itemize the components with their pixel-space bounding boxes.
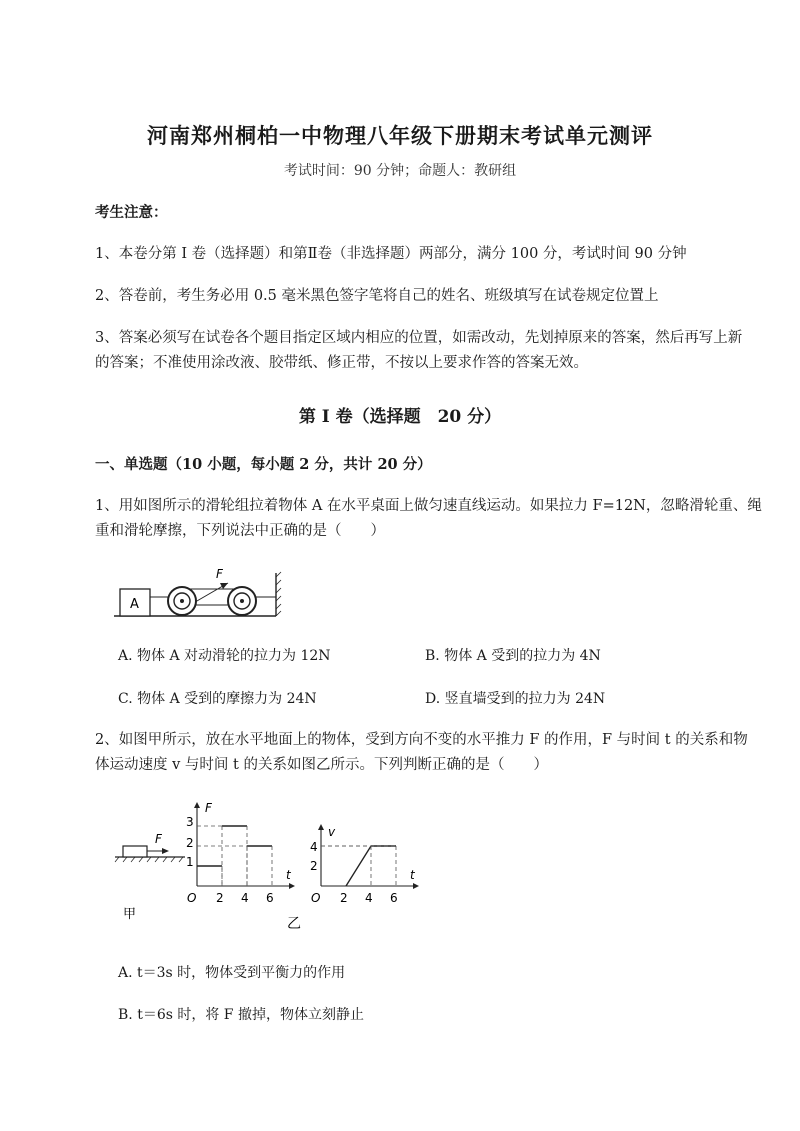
q1-stem-line-2: 重和滑轮摩擦，下列说法中正确的是（ ）: [95, 523, 385, 539]
t-tick-label: 2: [340, 891, 348, 905]
notice-item-2: 2、答卷前，考生务必用 0.5 毫米黑色签字笔将自己的姓名、班级填写在试卷规定位置上: [95, 288, 659, 304]
arrow-head-icon: [162, 848, 169, 854]
notice-item-1: 1、本卷分第 I 卷（选择题）和第Ⅱ卷（非选择题）两部分，满分 100 分，考试时间 90 分钟: [95, 246, 687, 262]
f-tick-label: 2: [186, 836, 194, 850]
label-yi: 乙: [287, 916, 301, 932]
label-jia: 甲: [123, 907, 137, 922]
push-force-label: F: [155, 832, 162, 846]
t-tick-label: 2: [216, 891, 224, 905]
t-tick-label: 6: [266, 891, 274, 905]
q2-option-a[interactable]: A. t＝3s 时，物体受到平衡力的作用: [118, 965, 346, 981]
page-title: 河南郑州桐柏一中物理八年级下册期末考试单元测评: [147, 123, 653, 148]
section-title: 第 I 卷（选择题 20 分）: [298, 407, 502, 427]
figure-jia: [115, 832, 185, 922]
f-axis-label: F: [205, 801, 212, 815]
t-tick-label: 4: [365, 891, 373, 905]
q2-figure: [105, 800, 435, 940]
block-a-label: A: [130, 597, 139, 612]
wall-hatching: [276, 572, 281, 616]
t-axis-label: t: [410, 868, 415, 882]
notice-item-3: 3、答案必须写在试卷各个题目指定区域内相应的位置，如需改动，先划掉原来的答案，然后再写上新: [95, 330, 743, 346]
q2-stem-line-2: 体运动速度 v 与时间 t 的关系如图乙所示。下列判断正确的是（ ）: [95, 757, 548, 773]
force-arrow-icon: [220, 583, 228, 589]
exam-info: 考试时间：90 分钟；命题人：教研组: [283, 163, 517, 179]
notice-item-3-cont: 的答案；不准使用涂改液、胶带纸、修正带，不按以上要求作答的答案无效。: [95, 355, 588, 371]
q2-stem-line-1: 2、如图甲所示，放在水平地面上的物体，受到方向不变的水平推力 F 的作用，F 与时间 t 的关系和物: [95, 732, 748, 748]
notice-heading: 考生注意：: [95, 204, 168, 221]
q1-option-a[interactable]: A. 物体 A 对动滑轮的拉力为 12N: [118, 648, 331, 664]
t-axis-label: t: [286, 868, 291, 882]
q1-option-c[interactable]: C. 物体 A 受到的摩擦力为 24N: [118, 691, 317, 707]
q1-stem-line-1: 1、用如图所示的滑轮组拉着物体 A 在水平桌面上做匀速直线运动。如果拉力 F=12N，忽略滑轮重、绳: [95, 498, 762, 514]
t-tick-label: 6: [390, 891, 398, 905]
q1-option-b[interactable]: B. 物体 A 受到的拉力为 4N: [425, 648, 601, 664]
q2-option-b[interactable]: B. t＝6s 时，将 F 撤掉，物体立刻静止: [118, 1007, 364, 1023]
q1-pulley-figure: [110, 565, 290, 625]
v-axis-label: v: [328, 825, 336, 839]
velocity-time-graph: [310, 824, 419, 905]
q1-option-d[interactable]: D. 竖直墙受到的拉力为 24N: [425, 691, 606, 707]
object-block: [123, 846, 147, 857]
v-tick-label: 4: [310, 840, 318, 854]
t-tick-label: 4: [241, 891, 249, 905]
velocity-segment: [346, 846, 371, 886]
origin-label: O: [187, 891, 197, 905]
f-tick-label: 3: [186, 815, 194, 829]
f-tick-label: 1: [186, 855, 194, 869]
force-label: F: [216, 567, 223, 581]
section-subheading: 一、单选题（10 小题，每小题 2 分，共计 20 分）: [95, 456, 432, 473]
v-tick-label: 2: [310, 859, 318, 873]
origin-label: O: [311, 891, 321, 905]
force-time-graph: [186, 801, 295, 905]
